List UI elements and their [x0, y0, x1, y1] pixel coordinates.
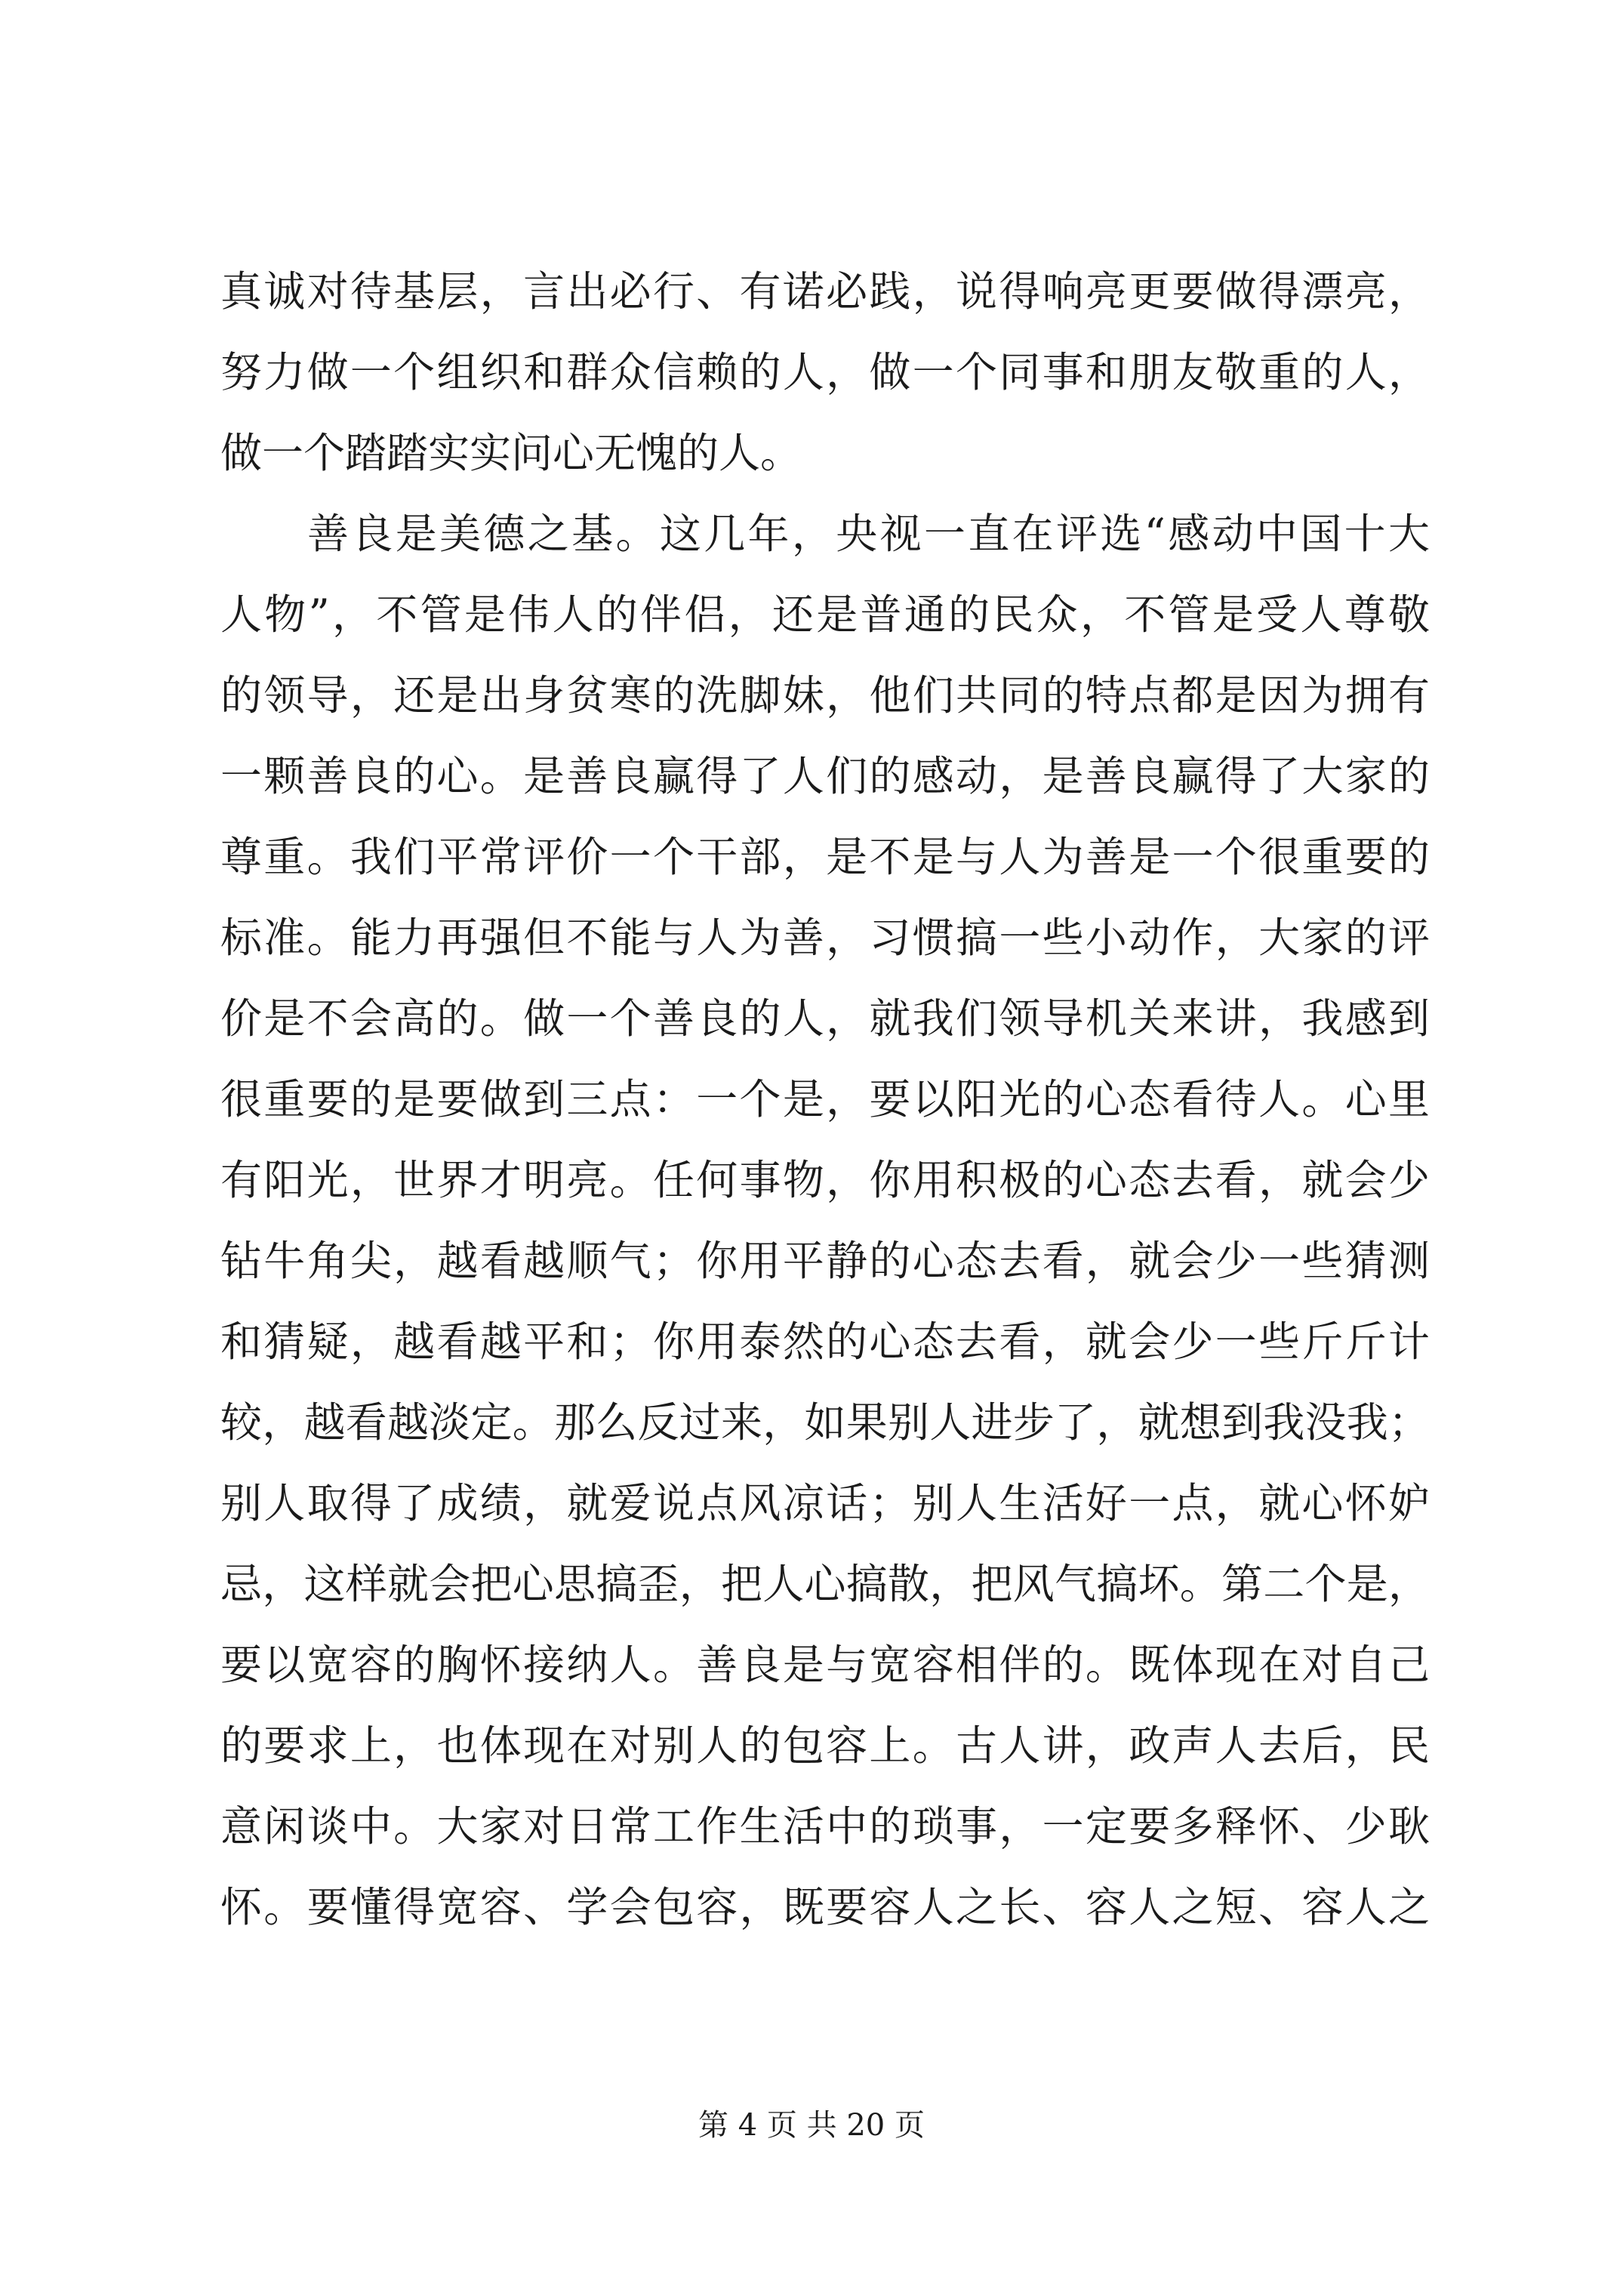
text-line: 和猜疑，越看越平和；你用泰然的心态去看，就会少一些斤斤计: [220, 1318, 1430, 1366]
text-line: 做一个踏踏实实问心无愧的人。: [220, 429, 802, 477]
text-line: 要以宽容的胸怀接纳人。善良是与宽容相伴的。既体现在对自己: [220, 1641, 1430, 1689]
text-line: 努力做一个组织和群众信赖的人，做一个同事和朋友敬重的人，: [220, 348, 1430, 396]
text-line: 人物”，不管是伟人的伴侣，还是普通的民众，不管是受人尊敬: [220, 590, 1430, 639]
text-line: 一颗善良的心。是善良赢得了人们的感动，是善良赢得了大家的: [220, 752, 1430, 800]
body-text: [220, 251, 1430, 1948]
text-line: 怀。要懂得宽容、学会包容，既要容人之长、容人之短、容人之: [220, 1883, 1430, 1931]
text-line: 真诚对待基层，言出必行、有诺必践，说得响亮更要做得漂亮，: [220, 267, 1430, 316]
text-line: 意闲谈中。大家对日常工作生活中的琐事，一定要多释怀、少耿: [220, 1802, 1430, 1851]
text-line: 有阳光，世界才明亮。任何事物，你用积极的心态去看，就会少: [220, 1156, 1430, 1204]
text-line: 别人取得了成绩，就爱说点风凉话；别人生活好一点，就心怀妒: [220, 1479, 1430, 1527]
text-line: 忌，这样就会把心思搞歪，把人心搞散，把风气搞坏。第二个是，: [220, 1560, 1430, 1608]
text-line: 很重要的是要做到三点：一个是，要以阳光的心态看待人。心里: [220, 1075, 1430, 1123]
page-number-footer: 第 4 页 共 20 页: [698, 2108, 925, 2143]
text-line: 标准。能力再强但不能与人为善，习惯搞一些小动作，大家的评: [220, 914, 1430, 962]
text-line: 的要求上，也体现在对别人的包容上。古人讲，政声人去后，民: [220, 1721, 1430, 1770]
text-line: 尊重。我们平常评价一个干部，是不是与人为善是一个很重要的: [220, 833, 1430, 881]
text-line: 钻牛角尖，越看越顺气；你用平静的心态去看，就会少一些猜测: [220, 1237, 1430, 1285]
text-line: 价是不会高的。做一个善良的人，就我们领导机关来讲，我感到: [220, 994, 1430, 1043]
paragraph-first-line: 善良是美德之基。这几年，央视一直在评选“感动中国十大: [307, 510, 1430, 558]
text-line: 的领导，还是出身贫寒的洗脚妹，他们共同的特点都是因为拥有: [220, 671, 1430, 720]
text-line: 较，越看越淡定。那么反过来，如果别人进步了，就想到我没我；: [220, 1398, 1430, 1447]
